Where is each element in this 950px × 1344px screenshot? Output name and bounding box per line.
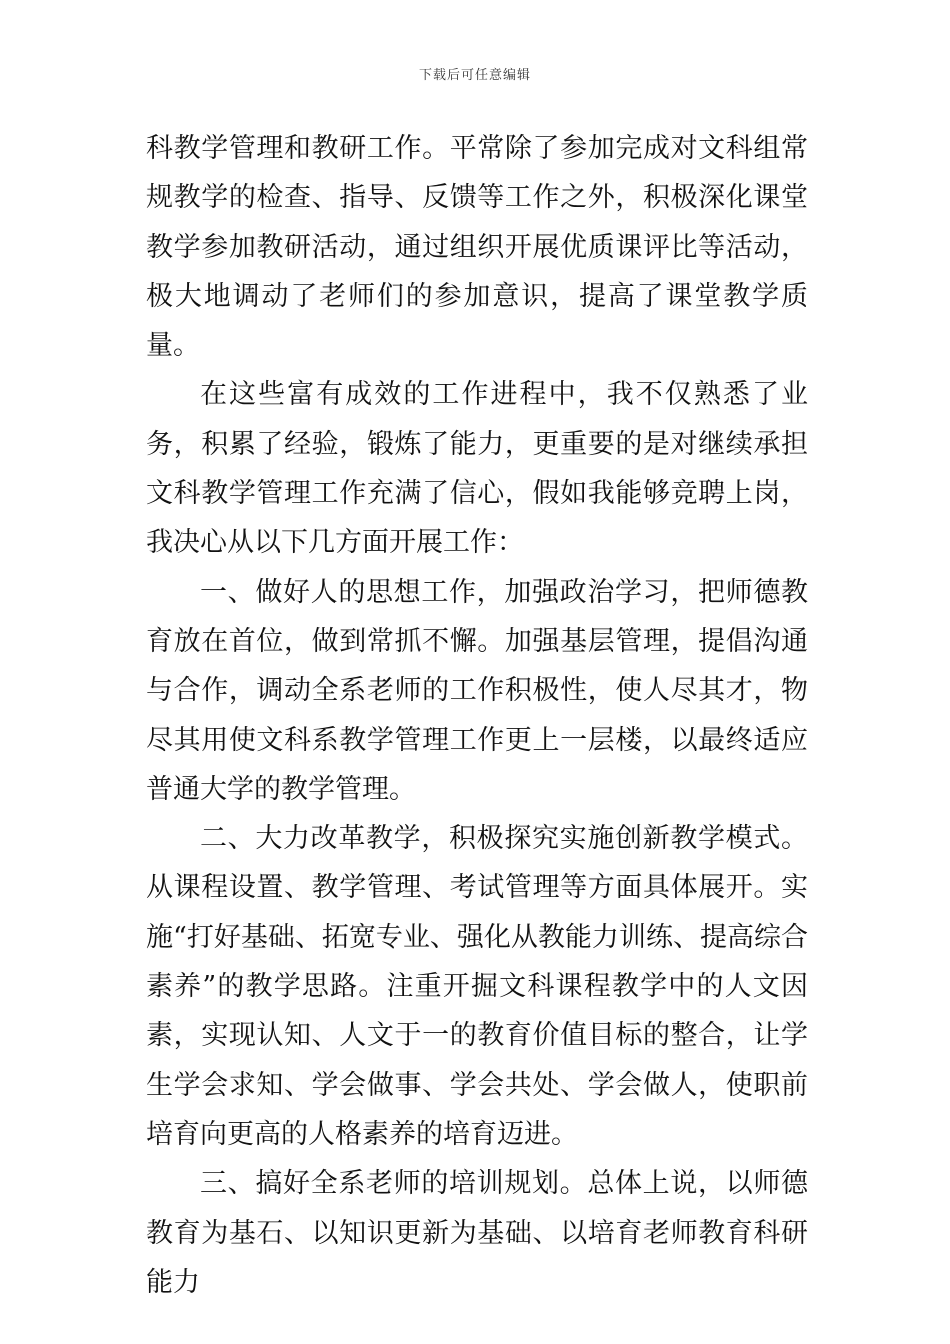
- paragraph-continuation: 科教学管理和教研工作。平常除了参加完成对文科组常规教学的检查、指导、反馈等工作之外，积极深化课堂教学参加教研活动，通过组织开展优质课评比等活动，极大地调动了老师们的参加意识，提高了课堂教学质量。: [146, 133, 808, 362]
- page-header: 下载后可任意编辑: [418, 68, 531, 83]
- paragraph-point-two: 二、大力改革教学，积极探究实施创新教学模式。从课程设置、教学管理、考试管理等方面具体展开。实施“打好基础、拓宽专业、强化从教能力训练、提高综合素养”的教学思路。注重开掘文科课程教学中的人文因素，实现认知、人文于一的教育价值目标的整合，让学生学会求知、学会做事、学会共处、学会做人，使职前培育向更高的人格素养的培育迈进。: [146, 823, 808, 1150]
- paragraph-point-one: 一、做好人的思想工作，加强政治学习，把师德教育放在首位，做到常抓不懈。加强基层管理，提倡沟通与合作，调动全系老师的工作积极性，使人尽其才，物尽其用使文科系教学管理工作更上一层楼，以最终适应普通大学的教学管理。: [146, 576, 808, 805]
- paragraph-intro: 在这些富有成效的工作进程中，我不仅熟悉了业务，积累了经验，锻炼了能力，更重要的是对继续承担文科教学管理工作充满了信心，假如我能够竞聘上岗，我决心从以下几方面开展工作：: [146, 379, 808, 559]
- paragraph-point-three: 三、搞好全系老师的培训规划。总体上说，以师德教育为基石、以知识更新为基础、以培育老师教育科研能力: [146, 1168, 808, 1298]
- document-body: [146, 124, 808, 1307]
